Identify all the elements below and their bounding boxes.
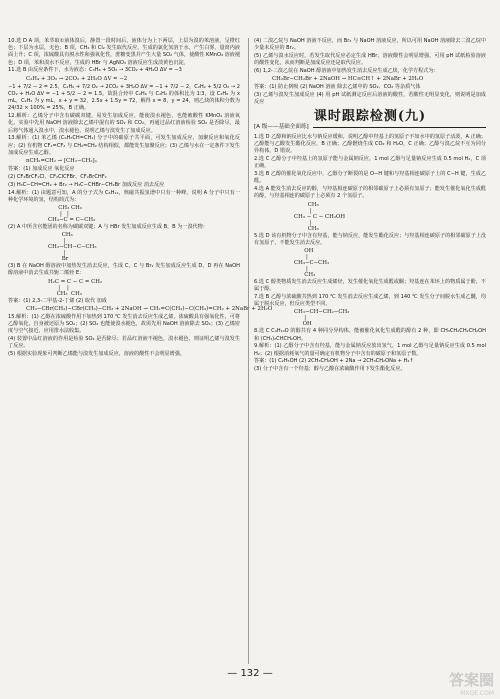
- structural-formula: OH | CH₃−C−CH₃ | CH₃: [294, 248, 330, 279]
- answer-paragraph: (5) 根据实验现象可判断乙烯能与溴发生加成反应，溶液的酸性不会明显增强。: [8, 351, 185, 358]
- answer-paragraph: (4) 装置中品红溶液的作用是检验 SO₂ 是否除尽；若品红溶液不褪色，溴水褪色，则证明乙烯与溴发生了反应。: [8, 336, 240, 350]
- structural-formula: CH₃−CH−CH₂−CH₃ | OH: [294, 309, 350, 328]
- answer-paragraph: (3) H₃C−CH=CH₂ + Br₂ → H₃C−CHBr−CH₂Br 加成反应 消去反应: [8, 181, 165, 188]
- answer-paragraph: 2.选 C 乙醇分子中羟基上的氢原子能与金属钠反应，1 mol 乙醇与足量钠反应生成 0.5 mol H₂，C 项正确。: [254, 156, 486, 170]
- page-number: — 132 —: [227, 668, 273, 679]
- answer-paragraph: 7.选 B 乙醇与浓硫酸共热到 170 ℃ 发生消去反应生成乙烯，到 140 ℃ 发生分子间脱水生成乙醚，均属于脱水反应，但反应类型不同。: [254, 294, 486, 308]
- answer-paragraph: (5) 乙烯与溴水反应时，若发生取代反应必定生成 HBr，溶液酸性会明显增强，可用 pH 试纸检验溶液的酸性变化，从而判断是加成反应还是取代反应。: [254, 53, 486, 67]
- group-heading: [254, 124, 486, 131]
- watermark-text: 答案圈: [448, 671, 494, 689]
- page-body: [8, 38, 492, 668]
- answer-paragraph: 6.选 C 醇类物质发生消去反应生成烯烃，发生催化氧化生成醛或酮；羟基连在苯环上的物质属于酚，不属于醇。: [254, 279, 486, 293]
- answer-paragraph: 12.解析：乙烯分子中含有碳碳双键，易发生加成反应，能使溴水褪色，也能被酸性 KMnO₄ 溶液氧化。实验中先用 NaOH 溶液除去乙烯中混有的 SO₂ 和 CO₂，再通过品红溶液检验 SO₂ 是否除尽，最后将气体通入溴水中，溴水褪色，说明乙烯与溴发生了加成反应。: [8, 113, 240, 134]
- answer-paragraph: 答案：(1) C₂H₅OH (2) 2CH₃CH₂OH + 2Na → 2CH₃CH₂ONa + H₂↑: [254, 358, 414, 365]
- answer-paragraph: (2) A 中所含官能团的名称为碳碳双键；A 与 HBr 发生加成反应生成 B，B 为一溴代物：: [8, 224, 208, 231]
- answer-paragraph: 5.选 D 该有机物分子中含有羟基，能与钠反应，能发生酯化反应；与羟基相连碳原子的相邻碳原子上没有氢原子，不能发生消去反应。: [254, 232, 486, 246]
- answer-paragraph: 10.选 D A 项，苯萃取①液体溴后，静置一段时间后，液体分为上下两层，上层为溴的苯溶液，呈橙红色；下层为水层，无色；B 项，CH₄ 和 Cl₂ 发生取代反应，生成的氯化氢溶于水，产生白雾，量筒内液面上升；C 项，浓硫酸具有脱水性和强氧化性，蔗糖变黑并产生大量 SO₂ 气体，使酸性 KMnO₄ 溶液褪色；D 项，苯和溴水不反应，生成的 HBr 与 AgNO₃ 溶液反应生成淡黄色沉淀。: [8, 38, 240, 66]
- group-heading-label: [A 级——基础全面练]: [254, 123, 309, 130]
- answer-paragraph: 答案：(1) 2,3-二甲基-2-丁烯 (2) 取代 加成: [8, 297, 107, 304]
- watermark-url: MXQE.COM: [460, 690, 494, 697]
- answer-paragraph: 3.选 B 乙醇的催化氧化反应中，乙醇分子断裂的是 O−H 键和与羟基相连碳原子上的 C−H 键，生成乙醛。: [254, 171, 486, 185]
- answer-paragraph: 15.解析：(1) 乙醇在浓硫酸作用下加热到 170 ℃ 发生消去反应生成乙烯，浓硫酸具有强氧化性，可将乙醇氧化，自身被还原为 SO₂；(2) SO₂ 也能使溴水褪色，故需先用 NaOH 溶液除去 SO₂；(3) 乙烯密度与空气接近，应用排水法收集。: [8, 314, 240, 335]
- answer-paragraph: (3) B 在 NaOH 醇溶液中加热发生消去反应，生成 C，C 与 Br₂ 发生加成反应生成 D，D 再在 NaOH 醇溶液中消去生成共轭二烯烃 E：: [8, 263, 240, 277]
- answer-paragraph: (3) 乙烯与溴发生加成反应 (4) 用 pH 试纸测定反应后溶液的酸性，若酸性无明显变化，则说明是加成反应: [254, 92, 486, 106]
- answer-paragraph: 9.解析：(1) 乙醇分子中含有羟基，能与金属钠反应放出氢气，1 mol 乙醇与足量钠反应生成 0.5 mol H₂；(2) 根据消耗氧气的量可确定有机物分子中含有的碳原子和氢原子数。: [254, 343, 486, 357]
- chemical-equation: nCH₂=CH₂ → [CH₂−CH₂]ₙ: [26, 158, 97, 165]
- answer-paragraph: 8.选 C C₄H₁₀O 的醇共有 4 种同分异构体，能被催化氧化生成醛的醇有 2 种，即 CH₃CH₂CH₂CH₂OH 和 (CH₃)₂CHCH₂OH。: [254, 328, 486, 342]
- answer-paragraph: 13.解析：(1) 苯乙烯 (C₆H₅CH=CH₂) 分子中的碳原子共平面，可发生加成反应、加聚反应和氧化反应；(2) 有机物 CF₂=CF₂ 与 CH₂=CH₂ 结构相似，都能发生加聚反应；(3) 乙烯与水在一定条件下发生加成反应生成乙醇。: [8, 135, 240, 156]
- structural-formula: H₂C = C − C = CH₂ | | CH₃ CH₃: [48, 278, 103, 297]
- group-heading-rule: [313, 127, 486, 128]
- answer-paragraph: (2) CF₂BrCF₂Cl、CF₂ClCFBr、CF₂BrCHF₂: [8, 174, 107, 181]
- answer-paragraph: (3) 分子中含有一个羟基；醇与乙酸在浓硫酸作用下发生酯化反应。: [254, 366, 406, 373]
- answer-paragraph: 14.解析：(1) 由题意可知，A 的分子式为 C₆H₁₂，核磁共振氢谱中只有一种峰，说明 A 分子中只有一种化学环境的氢，结构简式为：: [8, 189, 240, 203]
- answer-paragraph: 1.选 D 乙醇和钠反应比水与钠反应缓和，说明乙醇中羟基上的氢原子不如水中的氢原子活泼，A 正确；乙醇能与乙酸发生酯化反应，B 正确；乙醇燃烧生成 CO₂ 和 H₂O，C 正确；乙醇与溴乙烷不互为同分异构体，D 错误。: [254, 134, 486, 155]
- left-column: [8, 38, 273, 664]
- answer-paragraph: (6) 1,2-二溴乙烷在 NaOH 醇溶液中加热发生消去反应生成乙炔，化学方程式为：: [254, 68, 439, 74]
- answer-paragraph: −1 + 7/2 − 2 = 2.5，C₂H₆ + 7/2 O₂ → 2CO₂ + 3H₂O ΔV = −1 + 7/2 − 2，C₂H₂ + 5/2 O₂ → 2CO₂ + H₂O ΔV = −1 + 5/2 − 2 = 1.5。故混合烃中 C₂H₆ 与 C₂H₂ 的体积比为 1∶3，设 C₂H₆ 为 x mL，C₂H₂ 为 y mL，x + y = 32，2.5x + 1.5y = 72，解得 x = 8，y = 24，则乙炔的体积分数为 24/32 × 100% = 25%，B 正确。: [8, 83, 240, 112]
- structural-formula: CH₃ CH₃ | | CH₃−C = C−CH₃: [48, 205, 96, 224]
- chemical-equation: CH₂Br−CH₂Br + 2NaOH → HC≡CH↑ + 2NaBr + 2H₂O: [272, 76, 424, 83]
- answer-paragraph: 答案：(1) 防止倒吸 (2) NaOH 溶液 除去乙烯中的 SO₂、CO₂ 等杂质气体: [254, 84, 421, 91]
- answer-paragraph: 答案：(1) 加成反应 氧化反应: [8, 166, 75, 173]
- section-title: 课时跟踪检测(九): [313, 108, 427, 124]
- watermark-logo: [408, 669, 494, 695]
- column-divider: [248, 38, 249, 664]
- answer-paragraph: 4.选 A 能发生消去反应的醇，与羟基相连碳原子的相邻碳原子上必须有氢原子；能发生催化氧化生成醛的醇，与羟基相连的碳原子上必须有 2 个氢原子。: [254, 186, 486, 200]
- right-column: [254, 38, 486, 664]
- structural-formula: CH₃ | CH₃ − C − CH₂OH | CH₃: [294, 201, 346, 232]
- answer-paragraph: 11.选 B 由反应条件下，水为液态：C₃H₈ + 5O₂ → 3CO₂ + 4H₂O ΔV = −3: [8, 67, 182, 74]
- chemical-equation: C₂H₄ + 3O₂ → 2CO₂ + 2H₂O ΔV = −2: [26, 75, 128, 82]
- chemical-equation: CH₃−CBr(CH₃)−CBr(CH₃)−CH₃ + 2NaOH → CH₂=C(CH₃)−C(CH₃)=CH₂ + 2NaBr + 2H₂O: [26, 305, 273, 312]
- structural-formula: CH₃ | CH₃−CH−C−CH₃ | Br: [48, 232, 97, 263]
- answer-paragraph: (4) 二溴乙烷与 NaOH 溶液不反应，而 Br₂ 与 NaOH 溶液反应，所以可用 NaOH 溶液除去二溴乙烷中少量未反应的 Br₂。: [254, 38, 486, 52]
